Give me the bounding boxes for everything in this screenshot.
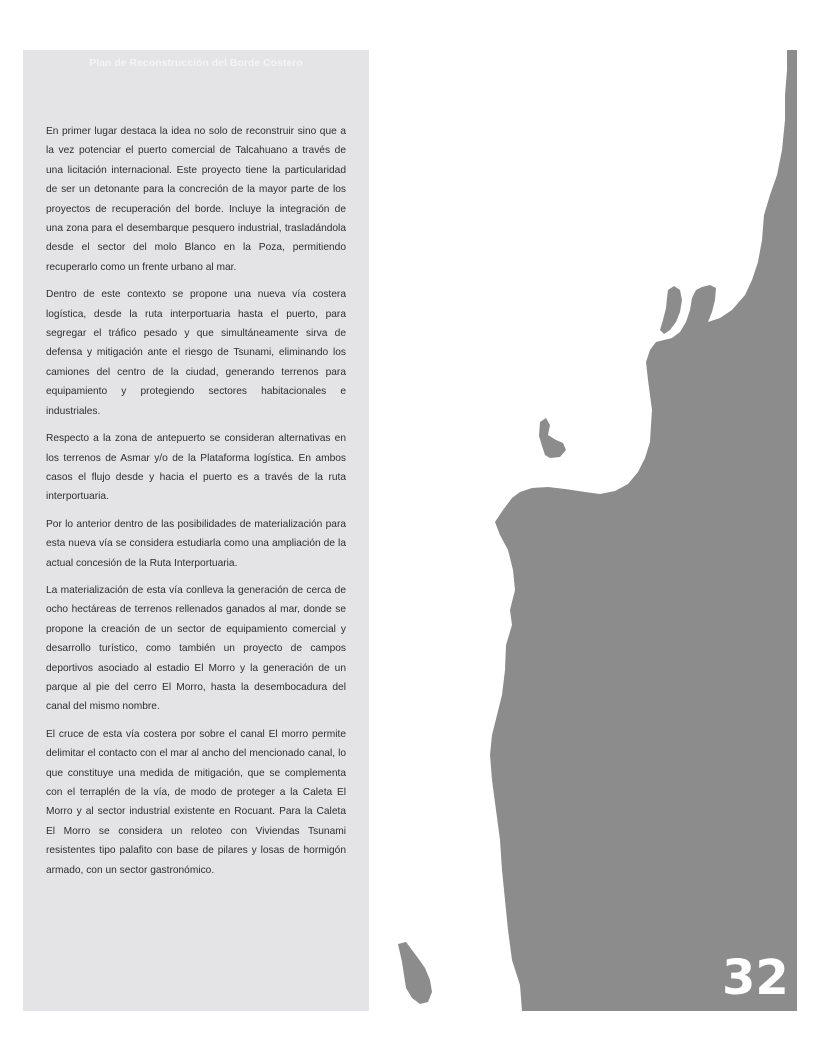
paragraph: El cruce de esta vía costera por sobre el canal El morro permite delimitar el contacto con el mar al ancho del mencionado canal, lo que constituye una medida de mitigación, que se complementa con el terraplén de la vía, de modo de proteger a la Caleta El Morro y al sector industrial existente en Rocuant. Para la Caleta El Morro se considera un reloteo con Viviendas Tsunami resistentes tipo palafito con base de pilares y losas de hormigón armado, con un sector gastronómico. (46, 728, 346, 876)
upper-islet (660, 286, 682, 334)
body-text (46, 122, 346, 888)
paragraph: Por lo anterior dentro de las posibilidades de materialización para esta nueva vía se considera estudiarla como una ampliación de la actual concesión de la Ruta Interportuaria. (46, 518, 346, 569)
bottom-island (398, 942, 432, 1004)
paragraph: En primer lugar destaca la idea no solo de reconstruir sino que a la vez potenciar el puerto comercial de Talcahuano a través de una licitación internacional. Este proyecto tiene la particularidad de ser un detonante para la concreción de la mayor parte de los proyectos de recuperación del borde. Incluye la integración de una zona para el desembarque pesquero industrial, trasladándola desde el sector del molo Blanco en la Poza, permitiendo recuperarlo como un frente urbano al mar. (46, 126, 346, 273)
paragraph: La materialización de esta vía conlleva la generación de cerca de ocho hectáreas de terrenos rellenados ganados al mar, donde se propone la creación de un sector de equipamiento comercial y desarrollo turístico, como también un proyecto de campos deportivos asociado al estadio El Morro y la generación de un parque al pie del cerro El Morro, hasta la desembocadura del canal del mismo nombre. (46, 584, 346, 713)
document-code: PRBC18 (692, 58, 763, 77)
paragraph: Dentro de este contexto se propone una nueva vía costera logística, desde la ruta interportuaria hasta el puerto, para segregar el tráfico pesado y que simultáneamente sirva de defensa y mitigación ante el riesgo de Tsunami, eliminando los camiones del centro de la ciudad, generando terrenos para equipamiento y protegiendo sectores habitacionales e industriales. (46, 289, 346, 417)
panel-title: Plan de Reconstrucción del Borde Costero (89, 57, 303, 69)
text-panel (23, 50, 369, 1011)
page-number: 32 (722, 950, 789, 1006)
peninsula-island (539, 418, 566, 458)
paragraph: Respecto a la zona de antepuerto se consideran alternativas en los terrenos de Asmar y/o de la Plataforma logística. En ambos casos el flujo desde y hacia el puerto es a través de la ruta interportuaria. (46, 433, 346, 503)
mainland-landmass (490, 50, 797, 1011)
